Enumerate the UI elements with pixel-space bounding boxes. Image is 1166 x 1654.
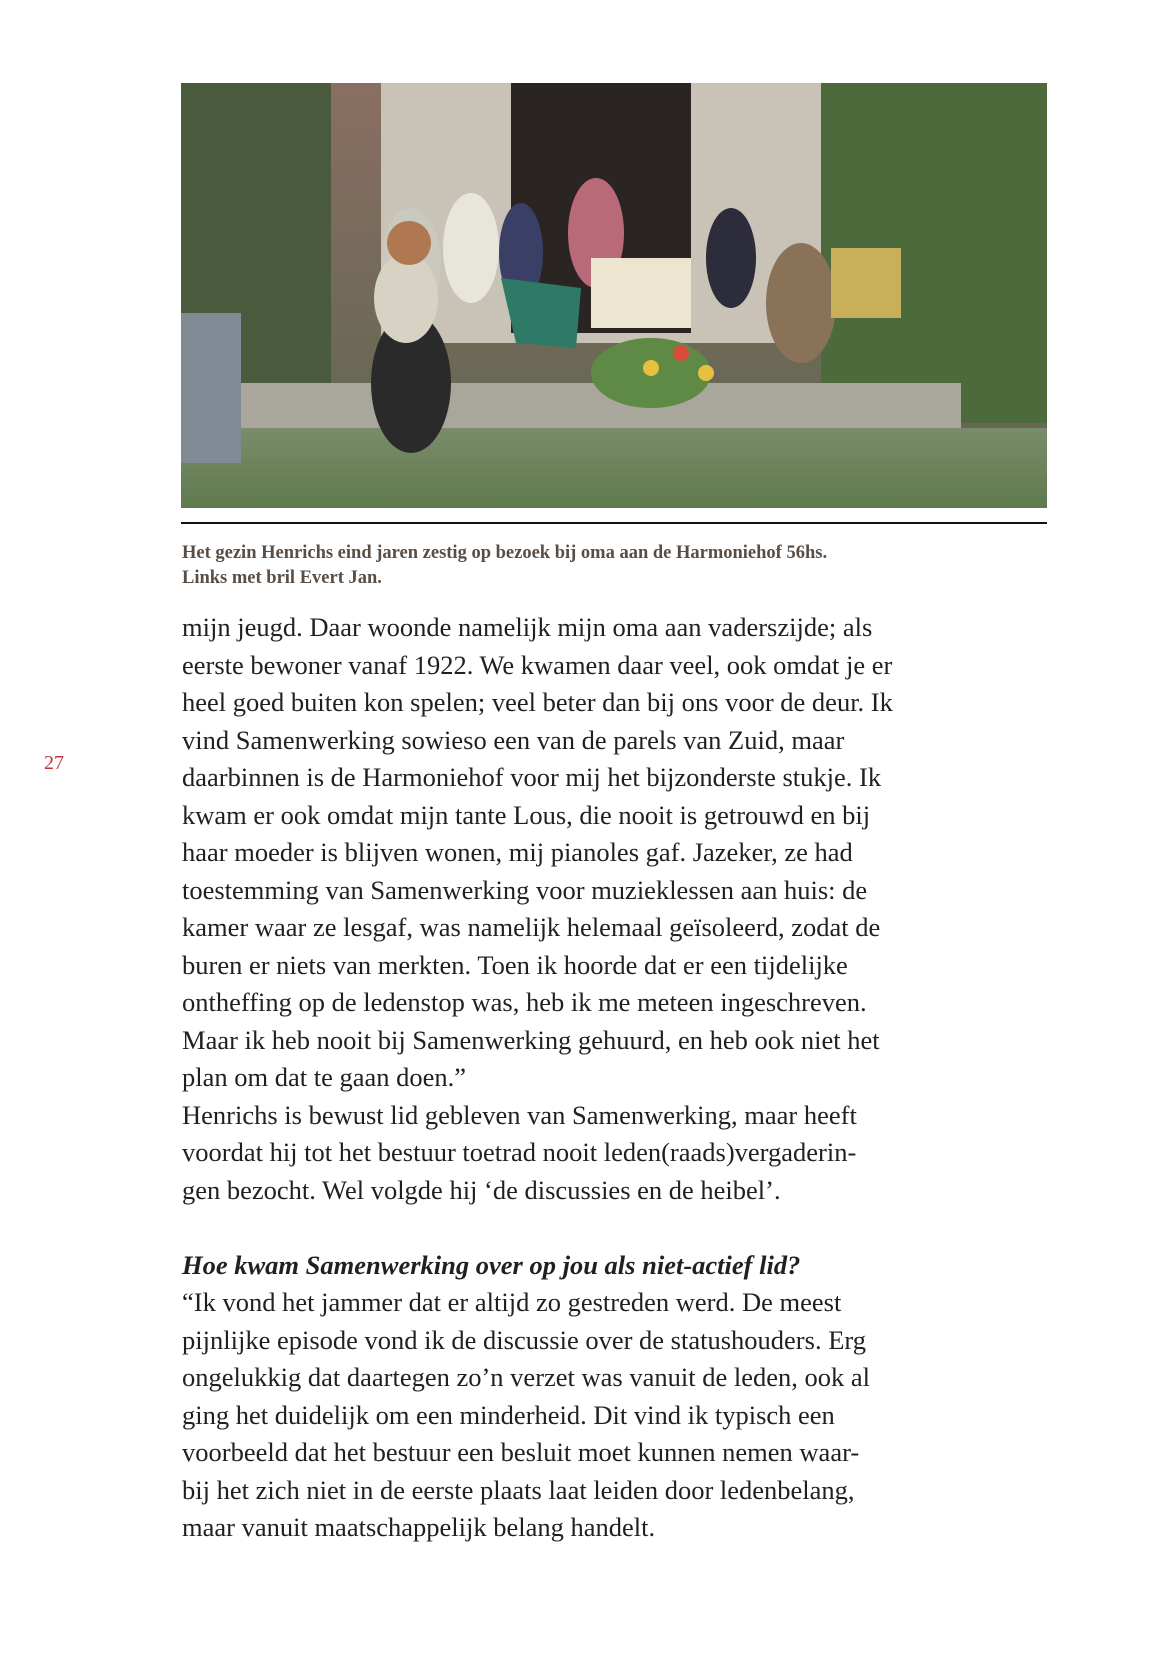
text-line: pijnlijke episode vond ik de discussie over de statushouders. Erg bbox=[182, 1324, 866, 1355]
text-line: mijn jeugd. Daar woonde namelijk mijn oma aan vaderszijde; als bbox=[182, 612, 873, 642]
text-line: voorbeeld dat het bestuur een besluit moet kunnen nemen waar- bbox=[182, 1437, 860, 1467]
caption-line: Links met bril Evert Jan. bbox=[182, 568, 382, 588]
text-line: buren er niets van merkten. Toen ik hoorde dat er een tijdelijke bbox=[182, 949, 848, 980]
family-photo bbox=[181, 83, 1047, 508]
text-line: ongelukkig dat daartegen zo’n verzet was vanuit de leden, ook al bbox=[182, 1362, 871, 1392]
text-line: haar moeder is blijven wonen, mij pianoles gaf. Jazeker, ze had bbox=[182, 837, 853, 867]
body-text bbox=[182, 609, 1062, 1547]
text-line: plan om dat te gaan doen.” bbox=[182, 1062, 467, 1092]
text-line: ging het duidelijk om een minderheid. Dit vind ik typisch een bbox=[182, 1399, 835, 1430]
text-line: gen bezocht. Wel volgde hij ‘de discussies en de heibel’. bbox=[182, 1174, 781, 1205]
caption-rule bbox=[181, 522, 1047, 524]
text-line: voordat hij tot het bestuur toetrad nooit leden(raads)vergaderin- bbox=[182, 1137, 857, 1167]
page-number: 27 bbox=[44, 752, 64, 774]
family-photo-illustration bbox=[181, 83, 1047, 508]
text-line: heel goed buiten kon spelen; veel beter dan bij ons voor de deur. Ik bbox=[182, 687, 893, 717]
text-line: daarbinnen is de Harmoniehof voor mij het bijzonderste stukje. Ik bbox=[182, 762, 882, 792]
text-line: Henrichs is bewust lid gebleven van Samenwerking, maar heeft bbox=[182, 1099, 857, 1130]
text-line: kamer waar ze lesgaf, was namelijk helemaal geïsoleerd, zodat de bbox=[182, 912, 881, 942]
text-line: kwam er ook omdat mijn tante Lous, die nooit is getrouwd en bij bbox=[182, 799, 871, 830]
text-line: maar vanuit maatschappelijk belang handelt. bbox=[182, 1512, 656, 1542]
text-line: ontheffing op de ledenstop was, heb ik me meteen ingeschreven. bbox=[182, 987, 867, 1017]
text-line: Maar ik heb nooit bij Samenwerking gehuurd, en heb ook niet het bbox=[182, 1024, 880, 1055]
text-line: vind Samenwerking sowieso een van de parels van Zuid, maar bbox=[182, 724, 845, 755]
photo-caption bbox=[182, 541, 1062, 591]
text-line: bij het zich niet in de eerste plaats laat leiden door ledenbelang, bbox=[182, 1474, 855, 1505]
text-line: toestemming van Samenwerking voor muzieklessen aan huis: de bbox=[182, 874, 868, 905]
paragraph-gap bbox=[182, 1209, 1062, 1247]
text-line: eerste bewoner vanaf 1922. We kwamen daar veel, ook omdat je er bbox=[182, 649, 893, 680]
caption-line: Het gezin Henrichs eind jaren zestig op bezoek bij oma aan de Harmoniehof 56hs. bbox=[182, 543, 828, 563]
interview-question: Hoe kwam Samenwerking over op jou als niet-actief lid? bbox=[182, 1249, 801, 1280]
text-line: “Ik vond het jammer dat er altijd zo gestreden werd. De meest bbox=[182, 1287, 842, 1317]
